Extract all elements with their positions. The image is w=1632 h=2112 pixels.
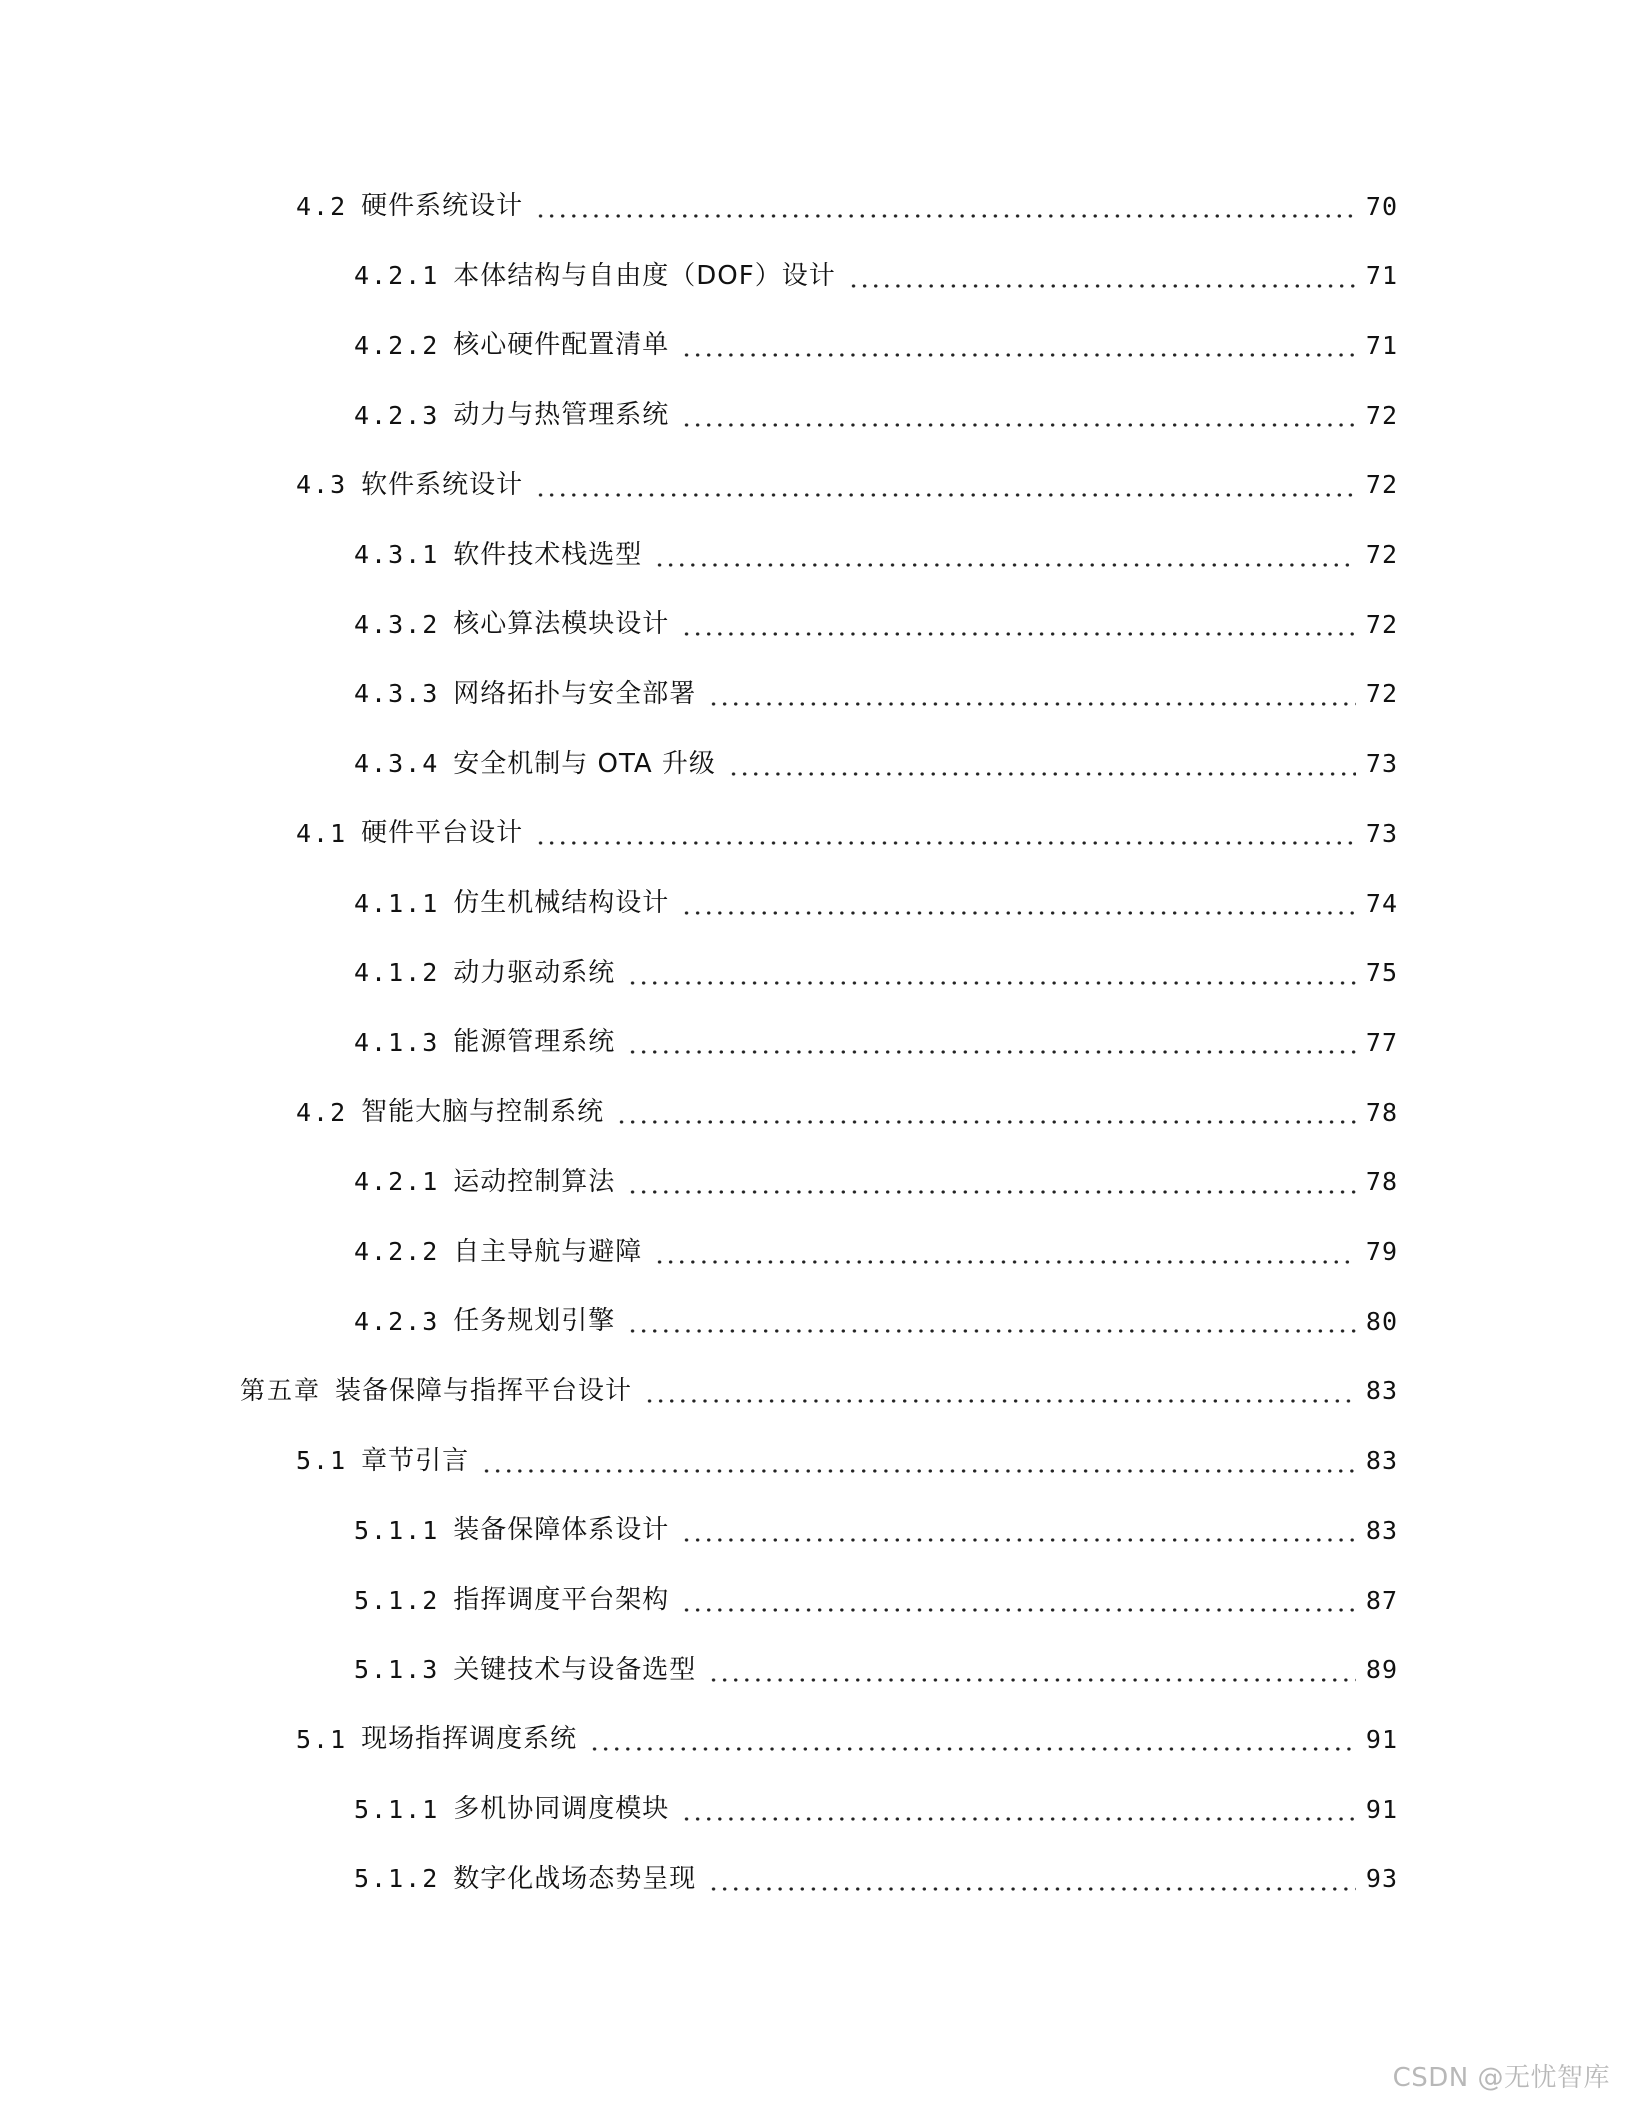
toc-entry-title: 动力驱动系统 [453, 957, 616, 988]
toc-entry-title: 现场指挥调度系统 [361, 1724, 578, 1755]
toc-entry-number: 4.1.2 [354, 958, 440, 988]
toc-entry-number: 4.3 [296, 470, 348, 500]
dot-leader [846, 263, 1356, 289]
dot-leader [706, 1866, 1356, 1892]
toc-entry-title: 运动控制算法 [453, 1166, 616, 1197]
toc-entry-page-number: 71 [1365, 261, 1398, 291]
toc-entry-number: 4.2.3 [354, 400, 440, 430]
toc-entry-page-number: 74 [1365, 888, 1398, 918]
dot-leader [652, 1239, 1356, 1265]
toc-entry-number: 5.1 [296, 1446, 348, 1476]
dot-leader [706, 681, 1356, 707]
toc-entry-title: 软件系统设计 [361, 469, 524, 500]
toc-entry-number: 4.2.3 [354, 1306, 440, 1336]
toc-entry-page-number: 72 [1365, 679, 1398, 709]
toc-entry-title: 指挥调度平台架构 [453, 1585, 670, 1615]
toc-entry-number: 4.1.3 [354, 1027, 440, 1057]
toc-entry-page-number: 73 [1365, 749, 1398, 779]
toc-entry-number: 5.1 [296, 1724, 348, 1754]
toc-entry-number: 第五章 [240, 1376, 322, 1406]
toc-entry-page-number: 83 [1365, 1446, 1398, 1476]
toc-entry-title: 硬件系统设计 [361, 191, 524, 221]
toc-entry-number: 5.1.1 [354, 1515, 440, 1545]
dot-leader [679, 402, 1356, 428]
watermark: CSDN @无忧智库 [1392, 2063, 1610, 2093]
toc-entry-title: 硬件平台设计 [361, 818, 524, 849]
toc-entry-title: 章节引言 [361, 1445, 470, 1476]
toc-entry-title: 仿生机械结构设计 [453, 888, 670, 918]
dot-leader [625, 1169, 1356, 1195]
dot-leader [706, 1657, 1356, 1683]
dot-leader [625, 960, 1356, 986]
toc-entry-page-number: 79 [1365, 1237, 1398, 1266]
toc-entry[interactable] [354, 1495, 1398, 1565]
toc-entry-page-number: 83 [1365, 1515, 1398, 1545]
toc-entry-number: 4.3.4 [354, 749, 440, 779]
toc-entry-number: 4.1.1 [354, 888, 440, 918]
toc-entry-page-number: 72 [1365, 400, 1398, 430]
dot-leader [679, 332, 1356, 358]
toc-entry-title: 本体结构与自由度（DOF）设计 [453, 260, 836, 291]
toc-entry-title: 任务规划引擎 [453, 1306, 616, 1337]
toc-entry[interactable] [296, 1704, 1398, 1774]
toc-entry[interactable] [354, 310, 1398, 380]
toc-entry-number: 4.2 [296, 191, 348, 221]
toc-entry-page-number: 91 [1365, 1724, 1398, 1754]
toc-entry[interactable] [354, 589, 1398, 659]
toc-entry-page-number: 80 [1365, 1306, 1398, 1336]
toc-entry-title: 关键技术与设备选型 [453, 1654, 697, 1685]
toc-entry[interactable] [354, 1635, 1398, 1705]
toc-entry[interactable] [354, 659, 1398, 729]
toc-entry-page-number: 72 [1365, 540, 1398, 569]
toc-entry-page-number: 70 [1365, 191, 1398, 221]
toc-entry[interactable] [354, 938, 1398, 1008]
toc-entry[interactable] [354, 868, 1398, 938]
toc-entry-title: 软件技术栈选型 [453, 539, 643, 570]
toc-entry-number: 4.2.2 [354, 1237, 440, 1266]
toc-entry-title: 安全机制与 OTA 升级 [453, 748, 716, 779]
toc-entry[interactable] [354, 729, 1398, 799]
toc-entry-number: 4.1 [296, 818, 348, 848]
dot-leader [726, 751, 1356, 777]
toc-entry-number: 4.3.1 [354, 540, 440, 569]
dot-leader [679, 611, 1356, 637]
toc-entry[interactable] [354, 1565, 1398, 1635]
toc-entry[interactable] [296, 450, 1398, 520]
toc-entry-page-number: 87 [1365, 1585, 1398, 1615]
toc-entry-title: 数字化战场态势呈现 [453, 1863, 697, 1894]
dot-leader [679, 890, 1356, 916]
toc-entry-title: 装备保障体系设计 [453, 1515, 670, 1546]
toc-entry-page-number: 78 [1365, 1097, 1398, 1127]
toc-entry-page-number: 77 [1365, 1027, 1398, 1057]
toc-entry-page-number: 93 [1365, 1864, 1398, 1894]
toc-entry[interactable] [354, 520, 1398, 590]
toc-entry-page-number: 78 [1365, 1167, 1398, 1197]
toc-entry-number: 4.2 [296, 1097, 348, 1127]
toc-entry-number: 5.1.1 [354, 1794, 440, 1824]
toc-entry[interactable] [296, 1426, 1398, 1496]
dot-leader [625, 1308, 1356, 1334]
toc-entry-title: 自主导航与避障 [453, 1236, 643, 1267]
dot-leader [679, 1796, 1356, 1822]
dot-leader [587, 1726, 1356, 1752]
toc-entry-number: 5.1.3 [354, 1655, 440, 1685]
dot-leader [652, 542, 1356, 568]
toc-entry[interactable] [296, 798, 1398, 868]
dot-leader [679, 1587, 1356, 1613]
toc-entry[interactable] [240, 1356, 1398, 1426]
toc-entry-number: 4.2.1 [354, 1167, 440, 1197]
dot-leader [533, 820, 1356, 846]
toc-entry-page-number: 83 [1365, 1376, 1398, 1406]
toc-entry-title: 装备保障与指挥平台设计 [335, 1375, 633, 1406]
toc-entry-page-number: 72 [1365, 470, 1398, 500]
toc-entry-number: 5.1.2 [354, 1585, 440, 1615]
dot-leader [679, 1517, 1356, 1543]
toc-entry[interactable] [354, 1007, 1398, 1077]
toc-entry[interactable] [354, 241, 1398, 311]
toc-entry-number: 4.2.2 [354, 330, 440, 360]
toc-entry-page-number: 72 [1365, 609, 1398, 639]
toc-entry-title: 动力与热管理系统 [453, 400, 670, 431]
dot-leader [533, 193, 1356, 219]
toc-entry-title: 多机协同调度模块 [453, 1794, 670, 1825]
toc-entry-page-number: 73 [1365, 818, 1398, 848]
toc-entry-page-number: 89 [1365, 1655, 1398, 1685]
dot-leader [642, 1378, 1356, 1404]
toc-entry-title: 核心硬件配置清单 [453, 330, 670, 361]
toc-entry[interactable] [354, 1147, 1398, 1217]
toc-entry-page-number: 75 [1365, 958, 1398, 988]
toc-entry[interactable] [354, 1286, 1398, 1356]
toc-entry[interactable] [354, 380, 1398, 450]
toc-entry-page-number: 71 [1365, 330, 1398, 360]
toc-entry-number: 4.3.3 [354, 679, 440, 709]
toc-entry-page-number: 91 [1365, 1794, 1398, 1824]
toc-entry-number: 4.3.2 [354, 609, 440, 639]
toc-entry-title: 网络拓扑与安全部署 [453, 678, 697, 709]
dot-leader [479, 1448, 1356, 1474]
toc-entry[interactable] [354, 1844, 1398, 1914]
dot-leader [614, 1099, 1356, 1125]
dot-leader [533, 472, 1356, 498]
toc-entry[interactable] [354, 1774, 1398, 1844]
toc-entry-title: 智能大脑与控制系统 [361, 1097, 605, 1128]
toc-entry-number: 4.2.1 [354, 261, 440, 291]
toc-entry[interactable] [296, 171, 1398, 241]
toc-entry-title: 核心算法模块设计 [453, 609, 670, 640]
toc-entry[interactable] [296, 1077, 1398, 1147]
toc-entry-title: 能源管理系统 [453, 1027, 616, 1058]
toc-entry[interactable] [354, 1217, 1398, 1287]
toc-entry-number: 5.1.2 [354, 1864, 440, 1894]
dot-leader [625, 1029, 1356, 1055]
